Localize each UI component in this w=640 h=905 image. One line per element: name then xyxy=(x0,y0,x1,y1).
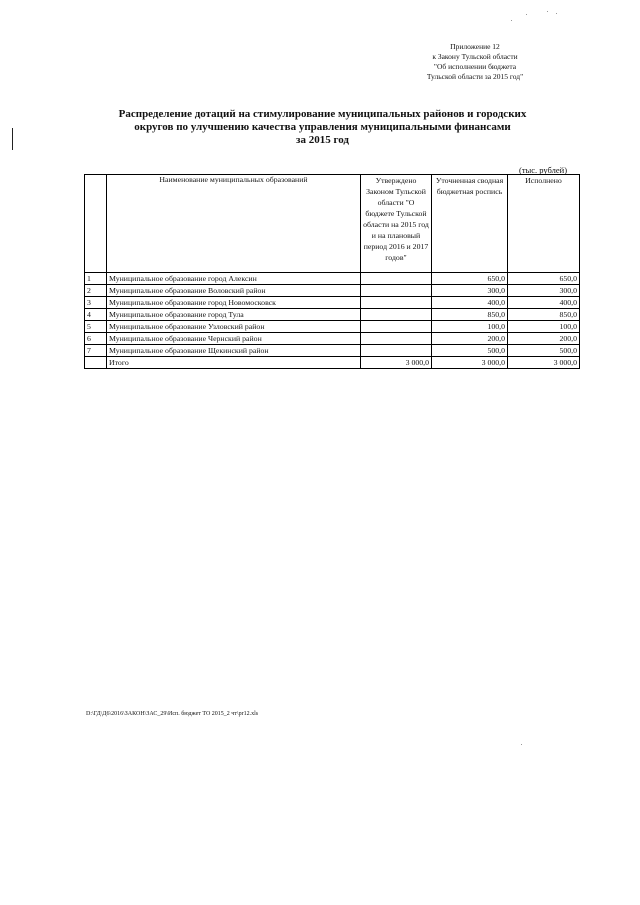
total-refined: 3 000,0 xyxy=(432,357,508,369)
row-refined: 650,0 xyxy=(432,273,508,285)
row-approved xyxy=(361,297,432,309)
document-title xyxy=(90,108,555,147)
row-executed: 100,0 xyxy=(508,321,580,333)
row-approved xyxy=(361,285,432,297)
row-executed: 850,0 xyxy=(508,309,580,321)
row-number: 6 xyxy=(85,333,107,345)
row-name: Муниципальное образование город Тула xyxy=(107,309,361,321)
scan-speck xyxy=(526,14,527,15)
row-executed: 650,0 xyxy=(508,273,580,285)
header-approved: Утверждено Законом Тульской области "О бюджете Тульской области на 2015 год и на плановый период 2016 и 2017 годов" xyxy=(361,175,432,273)
row-approved xyxy=(361,273,432,285)
table-row xyxy=(85,321,580,333)
row-name: Муниципальное образование Узловский район xyxy=(107,321,361,333)
table-row xyxy=(85,309,580,321)
appendix-line: Тульской области за 2015 год" xyxy=(426,72,524,81)
scan-speck xyxy=(556,13,557,14)
row-refined: 400,0 xyxy=(432,297,508,309)
row-number: 3 xyxy=(85,297,107,309)
table-row xyxy=(85,345,580,357)
row-number: 5 xyxy=(85,321,107,333)
total-label: Итого xyxy=(107,357,361,369)
table-row xyxy=(85,297,580,309)
row-executed: 200,0 xyxy=(508,333,580,345)
scan-margin-line xyxy=(12,128,13,150)
scan-speck xyxy=(547,11,548,12)
row-refined: 850,0 xyxy=(432,309,508,321)
table-header-row xyxy=(85,175,580,273)
row-name: Муниципальное образование город Новомосковск xyxy=(107,297,361,309)
header-refined: Уточненная сводная бюджетная роспись xyxy=(432,175,508,273)
appendix-block xyxy=(380,42,570,82)
row-name: Муниципальное образование город Алексин xyxy=(107,273,361,285)
row-refined: 300,0 xyxy=(432,285,508,297)
title-line: Распределение дотаций на стимулирование муниципальных районов и городских xyxy=(118,108,527,120)
row-refined: 200,0 xyxy=(432,333,508,345)
appendix-line: "Об исполнении бюджета xyxy=(433,62,517,71)
row-approved xyxy=(361,309,432,321)
row-name: Муниципальное образование Чернский район xyxy=(107,333,361,345)
row-refined: 100,0 xyxy=(432,321,508,333)
row-number: 7 xyxy=(85,345,107,357)
row-refined: 500,0 xyxy=(432,345,508,357)
title-line: округов по улучшению качества управления муниципальными финансами xyxy=(134,121,511,133)
table-row xyxy=(85,273,580,285)
total-number xyxy=(85,357,107,369)
title-line: за 2015 год xyxy=(296,134,349,146)
header-executed: Исполнено xyxy=(508,175,580,273)
total-approved: 3 000,0 xyxy=(361,357,432,369)
header-name: Наименование муниципальных образований xyxy=(107,175,361,273)
table-total-row xyxy=(85,357,580,369)
row-number: 1 xyxy=(85,273,107,285)
subsidy-table xyxy=(84,174,580,369)
row-approved xyxy=(361,321,432,333)
scan-speck xyxy=(521,744,522,745)
file-path-footer: D:\ГД\Д6\2016\ЗАКОН\ЗАС_29\Исп. бюджет ТО 2015_2 чт\pr12.xls xyxy=(86,711,259,717)
row-executed: 500,0 xyxy=(508,345,580,357)
unit-label: (тыс. рублей) xyxy=(519,165,568,175)
row-name: Муниципальное образование Щекинский район xyxy=(107,345,361,357)
row-approved xyxy=(361,333,432,345)
row-number: 2 xyxy=(85,285,107,297)
appendix-line: к Закону Тульской области xyxy=(432,52,518,61)
row-number: 4 xyxy=(85,309,107,321)
row-executed: 300,0 xyxy=(508,285,580,297)
row-approved xyxy=(361,345,432,357)
table-row xyxy=(85,285,580,297)
scan-speck xyxy=(511,20,512,21)
table-row xyxy=(85,333,580,345)
appendix-line: Приложение 12 xyxy=(450,42,500,51)
total-executed: 3 000,0 xyxy=(508,357,580,369)
header-number xyxy=(85,175,107,273)
row-executed: 400,0 xyxy=(508,297,580,309)
row-name: Муниципальное образование Воловский район xyxy=(107,285,361,297)
